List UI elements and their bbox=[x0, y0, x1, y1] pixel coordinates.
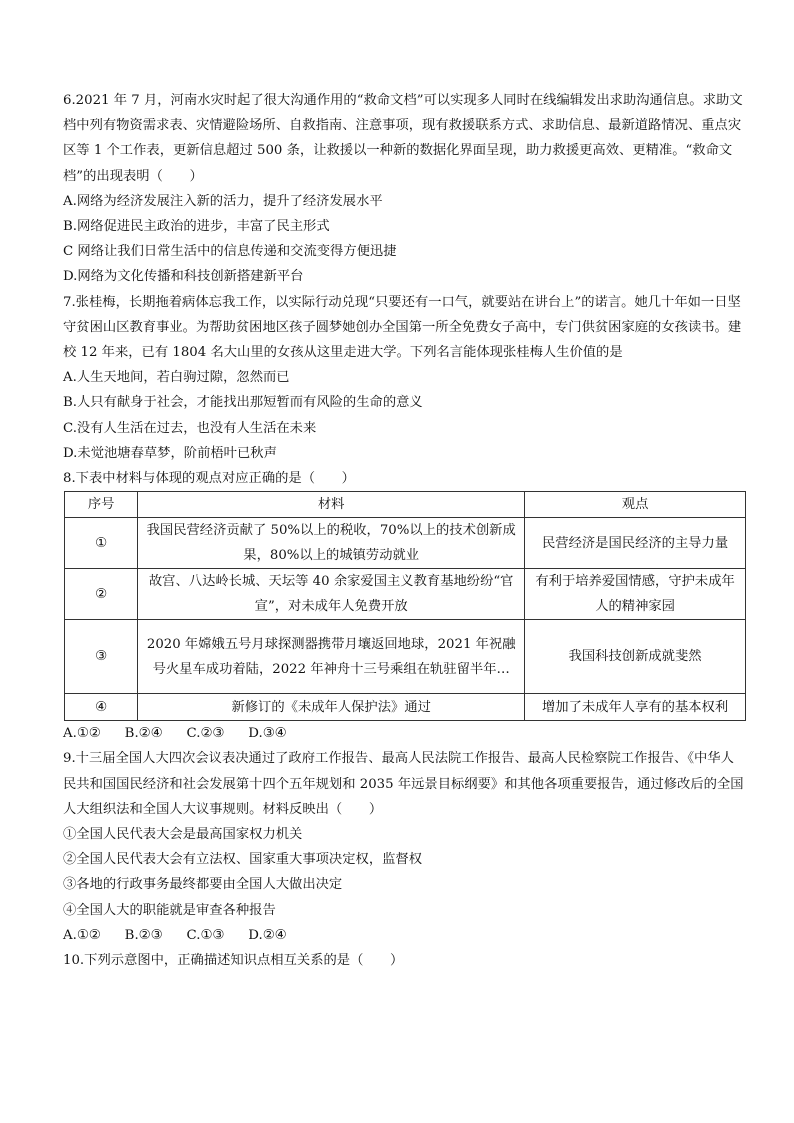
question-9-statement-1: ①全国人民代表大会是最高国家权力机关 bbox=[63, 827, 303, 843]
question-8-choices bbox=[63, 721, 747, 746]
table-cell-viewpoint: 增加了未成年人享有的基本权利 bbox=[525, 694, 746, 721]
table-cell-number: ③ bbox=[65, 620, 138, 694]
table-header-number: 序号 bbox=[65, 492, 138, 518]
question-6-stem: 6.2021 年 7 月，河南水灾时起了很大沟通作用的“救命文档”可以实现多人同时在线编辑发出求助沟通信息。求助文档中列有物资需求表、灾情避险场所、自救指南、注意事项，现有救援联系方式、求助信息、最新道路情况、重点灾区等 1 个工作表，更新信息超过 500 条，让救援以一种新的数据化界面呈现，助力救援更高效、更精准。“救命文档”的出现表明（ ） bbox=[63, 93, 743, 184]
question-9-statement-4: ④全国人大的职能就是审查各种报告 bbox=[63, 902, 276, 918]
question-8-stem: 8.下表中材料与体现的观点对应正确的是（ ） bbox=[63, 471, 355, 487]
question-6-option-b: B.网络促进民主政治的进步，丰富了民主形式 bbox=[63, 219, 330, 235]
table-cell-number: ① bbox=[65, 518, 138, 569]
question-7-option-c: C.没有人生活在过去，也没有人生活在未来 bbox=[63, 420, 317, 436]
question-9-choice-c: C.①③ bbox=[186, 927, 225, 943]
question-9-statement-2: ②全国人民代表大会有立法权、国家重大事项决定权，监督权 bbox=[63, 852, 423, 868]
question-7-stem: 7.张桂梅，长期拖着病体忘我工作，以实际行动兑现“只要还有一口气，就要站在讲台上”的诺言。她几十年如一日坚守贫困山区教育事业。为帮助贫困地区孩子圆梦她创办全国第一所全免费女子高中，专门供贫困家庭的女孩读书。建校 12 年来，已有 1804 名大山里的女孩从这里走进大学。下列名言能体现张桂梅人生价值的是 bbox=[63, 294, 742, 361]
question-6-option-d: D.网络为文化传播和科技创新搭建新平台 bbox=[63, 269, 304, 285]
question-9-choices bbox=[63, 923, 747, 948]
question-8-choice-b: B.②④ bbox=[124, 726, 163, 742]
table-cell-material: 新修订的《未成年人保护法》通过 bbox=[138, 694, 525, 721]
question-8-choice-d: D.③④ bbox=[248, 726, 287, 742]
question-10 bbox=[63, 948, 747, 973]
table-cell-viewpoint: 有利于培养爱国情感，守护未成年人的精神家园 bbox=[525, 569, 746, 620]
table-cell-number: ② bbox=[65, 569, 138, 620]
question-8-choice-a: A.①② bbox=[63, 726, 101, 742]
question-9-stem: 9.十三届全国人大四次会议表决通过了政府工作报告、最高人民法院工作报告、最高人民检察院工作报告、《中华人民共和国国民经济和社会发展第十四个五年规划和 2035 年远景目标纲要》和其他各项重要报告，通过修改后的全国人大组织法和全国人大议事规则。材料反映出（ ） bbox=[63, 751, 744, 817]
question-9-choice-a: A.①② bbox=[63, 927, 101, 943]
material-table bbox=[64, 491, 746, 721]
question-7 bbox=[63, 290, 747, 466]
question-7-option-a: A.人生天地间，若白驹过隙，忽然而已 bbox=[63, 370, 290, 386]
table-header-material: 材料 bbox=[138, 492, 525, 518]
table-cell-viewpoint: 民营经济是国民经济的主导力量 bbox=[525, 518, 746, 569]
table-row bbox=[65, 694, 746, 721]
table-cell-material: 2020 年嫦娥五号月球探测器携带月壤返回地球，2021 年祝融号火星车成功着陆，2022 年神舟十三号乘组在轨驻留半年… bbox=[138, 620, 525, 694]
question-8-choice-c: C.②③ bbox=[186, 726, 225, 742]
table-cell-material: 故宫、八达岭长城、天坛等 40 余家爱国主义教育基地纷纷“官宣”，对未成年人免费开放 bbox=[138, 569, 525, 620]
table-cell-number: ④ bbox=[65, 694, 138, 721]
question-9-statement-3: ③各地的行政事务最终都要由全国人大做出决定 bbox=[63, 877, 343, 893]
question-8 bbox=[63, 466, 747, 746]
table-row bbox=[65, 620, 746, 694]
question-10-stem: 10.下列示意图中，正确描述知识点相互关系的是（ ） bbox=[63, 953, 404, 969]
question-7-option-d: D.未觉池塘春草梦，阶前梧叶已秋声 bbox=[63, 445, 277, 461]
table-cell-viewpoint: 我国科技创新成就斐然 bbox=[525, 620, 746, 694]
question-6-option-c: C 网络让我们日常生活中的信息传递和交流变得方便迅捷 bbox=[63, 244, 397, 260]
question-7-option-b: B.人只有献身于社会，才能找出那短暂而有风险的生命的意义 bbox=[63, 395, 423, 411]
table-cell-material: 我国民营经济贡献了 50%以上的税收，70%以上的技术创新成果，80%以上的城镇劳动就业 bbox=[138, 518, 525, 569]
question-9-choice-b: B.②③ bbox=[124, 927, 163, 943]
table-row bbox=[65, 569, 746, 620]
table-row bbox=[65, 518, 746, 569]
table-header-viewpoint: 观点 bbox=[525, 492, 746, 518]
question-9 bbox=[63, 746, 747, 948]
question-6-option-a: A.网络为经济发展注入新的活力，提升了经济发展水平 bbox=[63, 193, 383, 209]
exam-page bbox=[63, 88, 747, 973]
question-9-choice-d: D.②④ bbox=[248, 927, 287, 943]
table-header-row bbox=[65, 492, 746, 518]
question-6 bbox=[63, 88, 747, 290]
